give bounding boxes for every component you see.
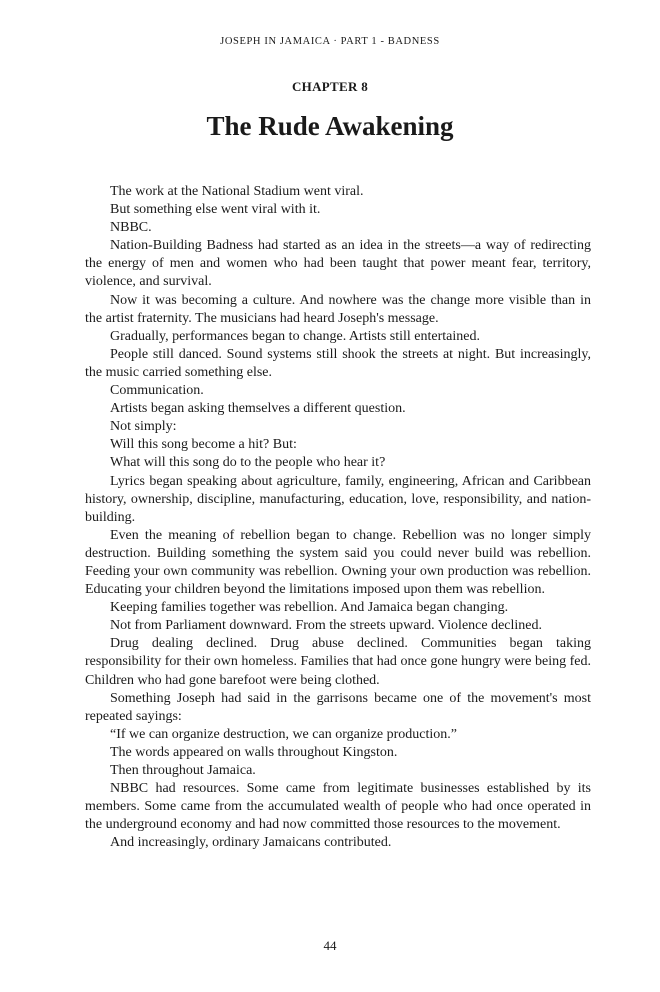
running-head: JOSEPH IN JAMAICA · PART 1 - BADNESS bbox=[220, 36, 440, 47]
paragraph: People still danced. Sound systems still shook the streets at night. But increasingly, the music carried something else. bbox=[85, 346, 591, 380]
paragraph: Something Joseph had said in the garrisons became one of the movement's most repeated sayings: bbox=[85, 690, 591, 724]
paragraph: Communication. bbox=[110, 383, 204, 399]
page-number: 44 bbox=[323, 938, 337, 953]
paragraph: “If we can organize destruction, we can organize production.” bbox=[110, 726, 457, 742]
paragraph: Now it was becoming a culture. And nowhere was the change more visible than in the artist fraternity. The musicians had heard Joseph's message. bbox=[85, 292, 591, 326]
paragraph: NBBC. bbox=[110, 220, 152, 236]
chapter-body bbox=[85, 183, 591, 852]
paragraph: Will this song become a hit? But: bbox=[110, 437, 297, 453]
paragraph: Not from Parliament downward. From the streets upward. Violence declined. bbox=[110, 618, 543, 634]
paragraph: Even the meaning of rebellion began to change. Rebellion was no longer simply destruction. Building something the system said you could never build was rebellion. Feeding your own community was rebellion. Owning your own production was rebellion. Educating your children beyond the limitations imposed upon them was rebellion. bbox=[85, 527, 591, 598]
paragraph: Lyrics began speaking about agriculture, family, engineering, African and Caribbean history, ownership, discipline, manufacturing, education, love, responsibility, and nation-building. bbox=[85, 473, 591, 525]
paragraph: Then throughout Jamaica. bbox=[110, 763, 256, 778]
chapter-title: The Rude Awakening bbox=[206, 111, 454, 141]
paragraph: The words appeared on walls throughout Kingston. bbox=[110, 744, 398, 760]
paragraph: Not simply: bbox=[110, 419, 177, 435]
paragraph: Drug dealing declined. Drug abuse declined. Communities began taking responsibility for their own homeless. Families that had once gone hungry were being fed. Children who had gone barefoot were being clothed. bbox=[85, 636, 591, 688]
chapter-label: CHAPTER 8 bbox=[291, 79, 368, 94]
paragraph: And increasingly, ordinary Jamaicans contributed. bbox=[110, 835, 392, 851]
paragraph: Keeping families together was rebellion. And Jamaica began changing. bbox=[110, 600, 509, 616]
paragraph: Nation-Building Badness had started as an idea in the streets—a way of redirecting the energy of men and women who had been taught that power meant fear, territory, violence, and survival. bbox=[85, 238, 591, 290]
paragraph: What will this song do to the people who hear it? bbox=[110, 455, 386, 471]
paragraph: But something else went viral with it. bbox=[110, 202, 321, 218]
paragraph: Gradually, performances began to change. Artists still entertained. bbox=[110, 328, 480, 344]
paragraph: Artists began asking themselves a different question. bbox=[110, 401, 406, 417]
paragraph: NBBC had resources. Some came from legitimate businesses established by its members. Some came from the accumulated wealth of people who had once operated in the underground economy and had now committed those resources to the movement. bbox=[85, 781, 591, 833]
paragraph: The work at the National Stadium went viral. bbox=[110, 184, 364, 199]
